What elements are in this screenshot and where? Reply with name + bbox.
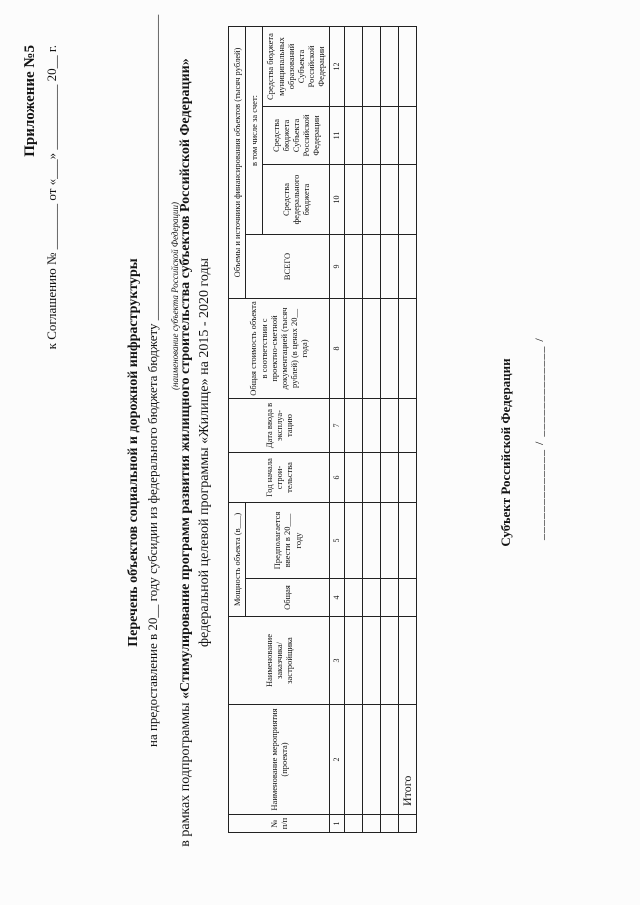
col-header-capacity: Мощность объекта (в___) <box>229 503 246 617</box>
col-header-capacity-planned: Предполагается ввести в 20___ году <box>246 503 330 579</box>
table-row <box>363 26 381 832</box>
subject-name-caption: (наименование субъекта Российской Федерации) <box>170 201 180 390</box>
table-row <box>345 26 363 832</box>
col-header-funding-total: ВСЕГО <box>246 235 330 299</box>
total-label: Итого <box>399 705 417 815</box>
total-row <box>399 26 417 832</box>
column-number: 5 <box>330 503 345 579</box>
col-header-municipal-budget: Средства бюджета муниципальных образований Субъекта Российской Федерации <box>263 26 330 106</box>
signature-line: _____________ / _____________ / <box>532 337 546 540</box>
column-number: 12 <box>330 26 345 106</box>
column-number: 3 <box>330 617 345 705</box>
col-header-total-cost: Общая стоимость объекта в соответствии с проектно-сметной документацией (тысяч рублей) (в ценах 20__ года) <box>229 299 330 399</box>
column-number: 6 <box>330 453 345 503</box>
col-header-federal-budget: Средства федерального бюджета <box>263 165 330 235</box>
agreement-reference: к Соглашению № _______ от «___» __________ 20__ г. <box>44 45 59 350</box>
col-header-subject-budget: Средства бюджета Субъекта Российской Федерации <box>263 107 330 165</box>
column-number: 2 <box>330 705 345 815</box>
document-title: Перечень объектов социальной и дорожной инфраструктуры <box>126 258 141 647</box>
column-number: 8 <box>330 299 345 399</box>
column-number: 7 <box>330 399 345 453</box>
title-line-subsidy: на предоставление в 20__ году субсидии из федерального бюджета бюджету _______________________________________________ <box>145 14 160 747</box>
column-number: 9 <box>330 235 345 299</box>
col-header-start-year: Год начала строи- тельства <box>229 453 330 503</box>
col-header-number: № п/п <box>229 815 330 833</box>
column-number: 4 <box>330 579 345 617</box>
col-header-customer: Наименование заказчика/ застройщика <box>229 617 330 705</box>
title-line-program: федеральной целевой программы «Жилище» на 2015 - 2020 годы <box>197 258 212 648</box>
col-header-funding: Объемы и источники финансирования объектов (тысяч рублей) <box>229 26 246 298</box>
subprogram-name: «Стимулирование программ развития жилищного строительства субъектов Российской Федерации» <box>178 58 193 699</box>
subprogram-prefix: в рамках подпрограммы <box>178 698 193 847</box>
objects-table <box>228 26 417 833</box>
col-header-project-name: Наименование мероприятия (проекта) <box>229 705 330 815</box>
col-header-including: в том числе за счет: <box>246 26 263 234</box>
table-row <box>381 26 399 832</box>
col-header-commission-date: Дата ввода в эксплуа- тацию <box>229 399 330 453</box>
subject-signature-title: Субъект Российской Федерации <box>498 358 513 547</box>
title-line-subprogram <box>178 0 194 905</box>
column-number: 11 <box>330 107 345 165</box>
col-header-capacity-total: Общая <box>246 579 330 617</box>
column-numbers-row <box>330 26 345 832</box>
column-number: 10 <box>330 165 345 235</box>
appendix-number: Приложение №5 <box>22 45 38 157</box>
column-number: 1 <box>330 815 345 833</box>
